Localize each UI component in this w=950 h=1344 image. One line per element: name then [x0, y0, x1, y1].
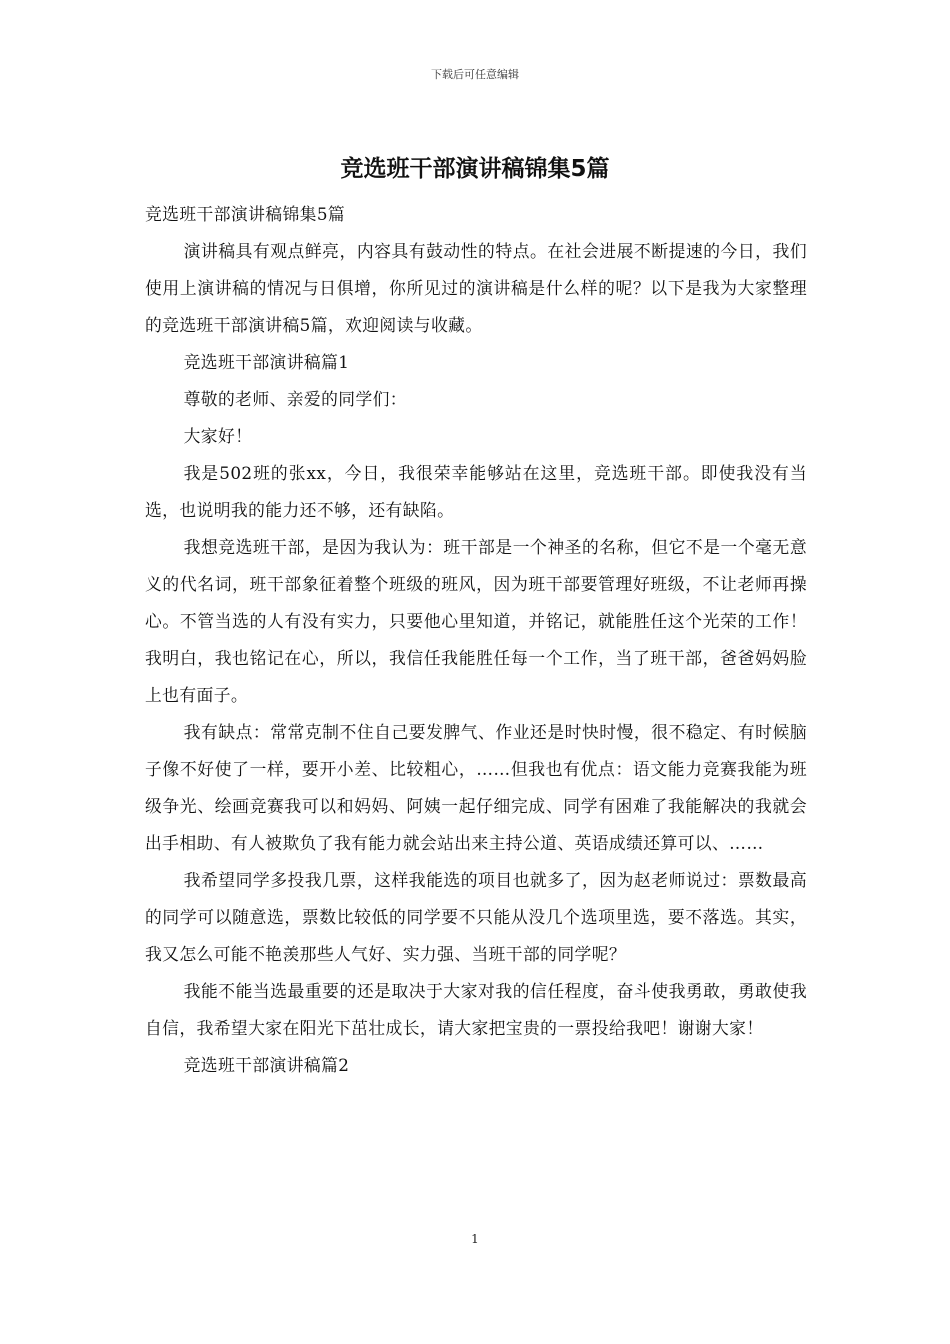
body-paragraph: 我希望同学多投我几票，这样我能选的项目也就多了，因为赵老师说过：票数最高的同学可以随意选，票数比较低的同学要不只能从没几个选项里选，要不落选。其实，我又怎么可能不艳羡那些人气好、实力强、当班干部的同学呢？	[145, 870, 807, 964]
intro-paragraph: 演讲稿具有观点鲜亮，内容具有鼓动性的特点。在社会进展不断提速的今日，我们使用上演讲稿的情况与日俱增，你所见过的演讲稿是什么样的呢？以下是我为大家整理的竞选班干部演讲稿5篇，欢迎阅读与收藏。	[145, 241, 807, 335]
page-number: 1	[471, 1232, 479, 1246]
body-paragraph: 我是502班的张xx，今日，我很荣幸能够站在这里，竞选班干部。即使我没有当选，也说明我的能力还不够，还有缺陷。	[145, 463, 807, 520]
section-heading: 竞选班干部演讲稿篇2	[183, 1055, 350, 1075]
header-note: 下载后可任意编辑	[431, 68, 519, 81]
section-heading: 竞选班干部演讲稿篇1	[183, 352, 350, 372]
subtitle-paragraph: 竞选班干部演讲稿锦集5篇	[145, 204, 346, 224]
body-paragraph: 我有缺点：常常克制不住自己要发脾气、作业还是时快时慢，很不稳定、有时候脑子像不好使了一样，要开小差、比较粗心，……但我也有优点：语文能力竞赛我能为班级争光、绘画竞赛我可以和妈妈、阿姨一起仔细完成、同学有困难了我能解决的我就会出手相助、有人被欺负了我有能力就会站出来主持公道、英语成绩还算可以、……	[145, 722, 807, 853]
body-paragraph: 我想竞选班干部，是因为我认为：班干部是一个神圣的名称，但它不是一个毫无意义的代名词，班干部象征着整个班级的班风，因为班干部要管理好班级，不让老师再操心。不管当选的人有没有实力，只要他心里知道，并铭记，就能胜任这个光荣的工作！我明白，我也铭记在心，所以，我信任我能胜任每一个工作，当了班干部，爸爸妈妈脸上也有面子。	[145, 537, 807, 705]
document-body	[145, 196, 807, 1084]
greeting-paragraph: 大家好！	[183, 426, 253, 446]
body-paragraph: 我能不能当选最重要的还是取决于大家对我的信任程度，奋斗使我勇敢，勇敢使我自信，我希望大家在阳光下茁壮成长，请大家把宝贵的一票投给我吧！谢谢大家！	[145, 981, 807, 1038]
salutation-paragraph: 尊敬的老师、亲爱的同学们：	[183, 389, 407, 409]
document-title: 竞选班干部演讲稿锦集5篇	[340, 156, 610, 182]
